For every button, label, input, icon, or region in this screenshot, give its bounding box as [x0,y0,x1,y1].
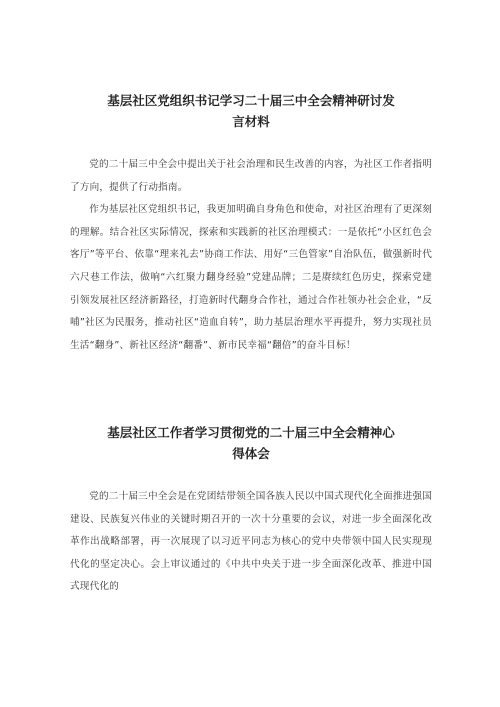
paragraph: 作为基层社区党组织书记，我更加明确自身角色和使命，对社区治理有了更深刻的理解。结合社区实际情况，探索和实践新的社区治理模式：一是依托“小区红色会客厅”等平台、依靠“理来礼去”协商工作法、用好“三色管家”自治队伍，做强新时代六尺巷工作法，做响“六红聚力翻身经验”党建品牌；二是赓续红色历史，探索党建引领发展社区经济新路径，打造新时代翻身合作社，通过合作社领办社会企业，“反哺”社区为民服务，推动社区“造血自转”，助力基层治理水平再提升，努力实现社员生活“翻身”、新社区经济“翻番”、新市民幸福“翻倍”的奋斗目标！ [70,204,432,351]
section-speech-material [70,90,432,357]
title-line-1: 基层社区工作者学习贯彻党的二十届三中全会精神心 [107,425,395,440]
section-title [70,90,432,132]
section-experience-report [70,422,432,599]
title-line-2: 言材料 [232,114,270,129]
title-line-1: 基层社区党组织书记学习二十届三中全会精神研讨发 [107,93,395,108]
paragraph: 党的二十届三中全会是在党团结带领全国各族人民以中国式现代化全面推进强国建设、民族复兴伟业的关键时期召开的一次十分重要的会议，对进一步全面深化改革作出战略部署，再一次展现了以习近平同志为核心的党中央带领中国人民实现现代化的坚定决心。会上审议通过的《中共中央关于进一步全面深化改革、推进中国式现代化的 [70,491,432,593]
paragraph: 党的二十届三中全会中提出关于社会治理和民生改善的内容，为社区工作者指明了方向，提供了行动指南。 [70,159,432,193]
section-title [70,422,432,464]
title-line-2: 得体会 [232,446,270,461]
